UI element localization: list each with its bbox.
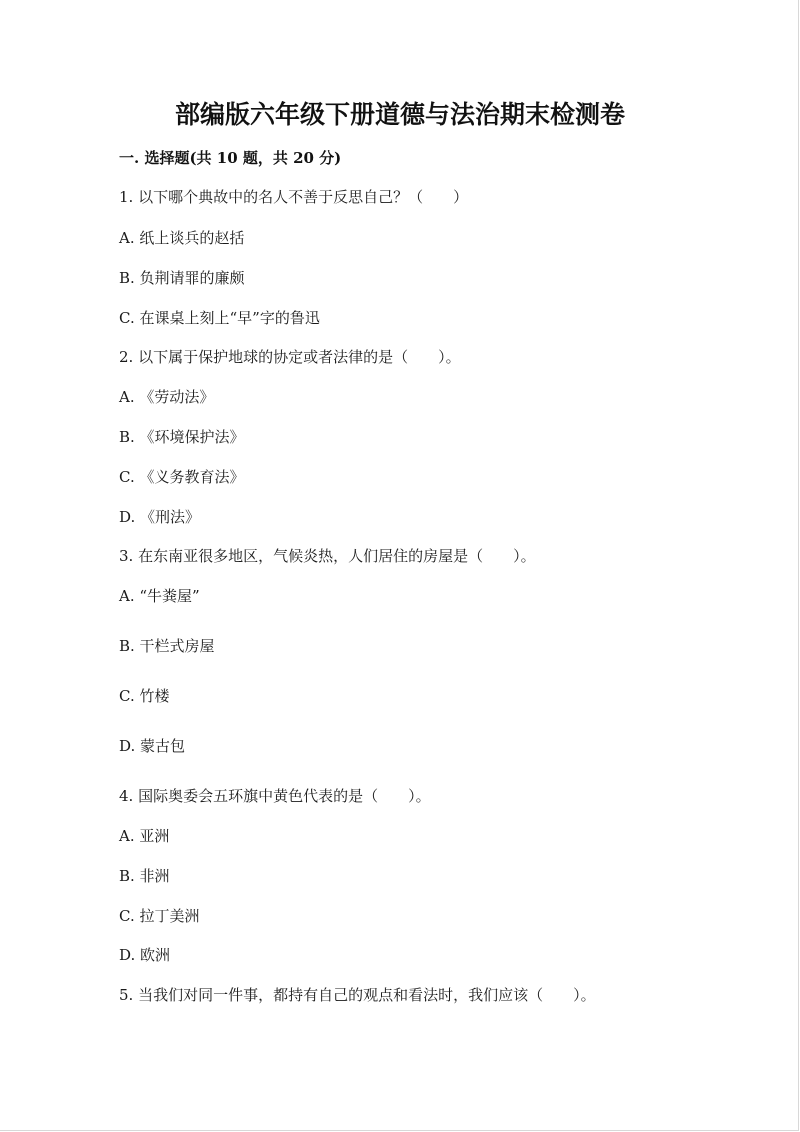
- question-3-option-c: C. 竹楼: [119, 687, 170, 705]
- question-2-option-d: D. 《刑法》: [119, 508, 201, 526]
- question-4-option-d: D. 欧洲: [119, 946, 171, 964]
- question-4-stem: 4. 国际奥委会五环旗中黄色代表的是（ ）。: [119, 787, 431, 805]
- question-4-option-a: A. 亚洲: [119, 827, 170, 845]
- question-3-option-d: D. 蒙古包: [119, 737, 186, 755]
- question-3-option-a: A. “牛粪屋”: [119, 587, 200, 605]
- question-1-option-a: A. 纸上谈兵的赵括: [119, 229, 245, 247]
- question-1-option-c: C. 在课桌上刻上“早”字的鲁迅: [119, 309, 320, 327]
- question-2-option-a: A. 《劳动法》: [119, 388, 215, 406]
- question-1-option-b: B. 负荆请罪的廉颇: [119, 269, 245, 287]
- section-heading: 一. 选择题(共 10 题，共 20 分): [119, 149, 342, 167]
- question-5-stem: 5. 当我们对同一件事，都持有自己的观点和看法时，我们应该（ ）。: [119, 986, 596, 1004]
- question-2-option-c: C. 《义务教育法》: [119, 468, 245, 486]
- question-2-option-b: B. 《环境保护法》: [119, 428, 245, 446]
- question-4-option-c: C. 拉丁美洲: [119, 907, 200, 925]
- question-3-option-b: B. 干栏式房屋: [119, 637, 215, 655]
- question-4-option-b: B. 非洲: [119, 867, 170, 885]
- document-title: 部编版六年级下册道德与法治期末检测卷: [174, 100, 625, 129]
- question-3-stem: 3. 在东南亚很多地区，气候炎热，人们居住的房屋是（ ）。: [119, 547, 536, 565]
- question-2-stem: 2. 以下属于保护地球的协定或者法律的是（ ）。: [119, 348, 461, 366]
- question-1-stem: 1. 以下哪个典故中的名人不善于反思自己？（ ）: [119, 188, 469, 206]
